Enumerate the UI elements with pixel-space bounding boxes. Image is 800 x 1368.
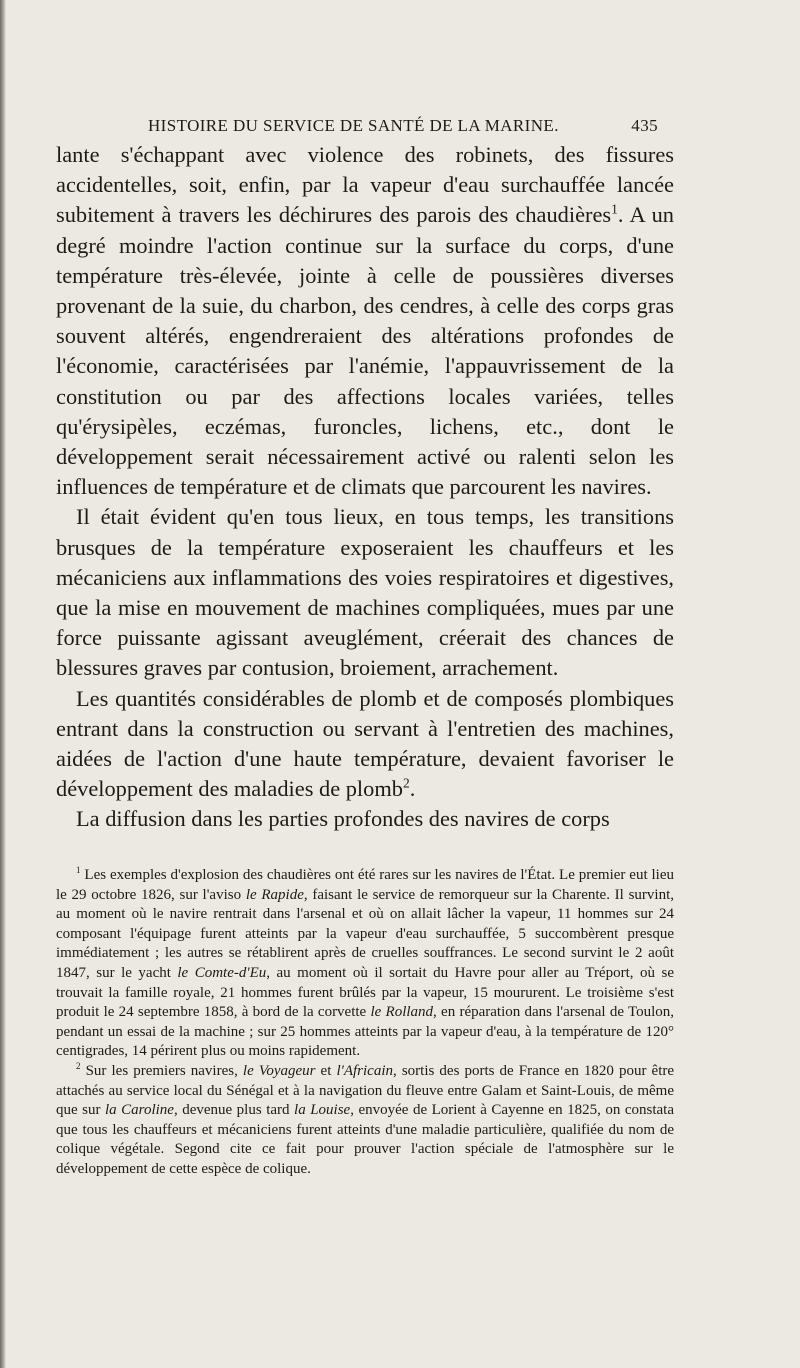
page-number: 435: [631, 116, 658, 135]
footnote-mark-1: 1: [76, 865, 81, 875]
main-text: [56, 140, 674, 835]
ship-name: la Louise: [294, 1102, 351, 1119]
running-title: HISTOIRE DU SERVICE DE SANTÉ DE LA MARINE.: [148, 116, 559, 135]
footnote-ref-1[interactable]: 1: [611, 201, 618, 217]
paragraph-1: lante s'échappant avec violence des robinets, des fissures accidentelles, soit, enfin, par la vapeur d'eau surchauffée lancée subitement à travers les déchirures des parois des chaudières$^1$. A un degré moindre l'action continue sur la surface du corps, d'une température très-élevée, jointe à celle de poussières diverses provenant de la suie, du charbon, des cendres, à celle des corps gras souvent altérés, engendreraient des altérations profondes de l'économie, caractérisées par l'anémie, l'appauvrissement de la constitution ou par des affections locales variées, telles qu'érysipèles, eczémas, furoncles, lichens, etc., dont le développement serait nécessairement activé ou ralenti selon les influences de température et de climats que parcourent les navires.: [56, 142, 674, 500]
page-binding-edge: [0, 0, 6, 1368]
ship-name: le Voyageur: [242, 1062, 316, 1079]
ship-name: le Rolland: [370, 1004, 434, 1021]
footnotes: [56, 866, 674, 1180]
footnote-2: $^2$ Sur les premiers navires, le Voyageur et l'Africain, sortis des ports de France en 1820 pour être attachés au service local du Sénégal et à la navigation du fleuve entre Galam et Saint-Louis, de même que sur la Caroline, devenue plus tard la Louise, envoyée de Lorient à Cayenne en 1825, on constata que tous les chauffeurs et mécaniciens furent atteints d'une maladie particulière, qualifiée du nom de colique végétale. Segond cite ce fait pour prouver l'action spéciale de l'atmosphère sur le développement de cette espèce de colique.: [56, 1060, 675, 1177]
paragraph-4: La diffusion dans les parties profondes des navires de corps: [76, 806, 610, 832]
ship-name: le Comte-d'Eu: [177, 964, 267, 981]
ship-name: le Rapide: [245, 886, 304, 903]
ship-name: l'Africain: [336, 1062, 394, 1079]
footnote-ref-2[interactable]: 2: [402, 775, 410, 791]
ship-name: la Caroline: [105, 1102, 174, 1119]
paragraph-3: Les quantités considérables de plomb et de composés plombiques entrant dans la construction ou servant à l'entretien des machines, aidées de l'action d'une haute température, devaient favoriser le développement des maladies de plomb$^2$.: [56, 685, 674, 802]
paragraph-2: Il était évident qu'en tous lieux, en tous temps, les transitions brusques de la température exposeraient les chauffeurs et les mécaniciens aux inflammations des voies respiratoires et digestives, que la mise en mouvement de machines compliquées, mues par une force puissante agissant aveuglément, créerait des chances de blessures graves par contusion, broiement, arrachement.: [56, 504, 674, 681]
footnote-1: $^1$ Les exemples d'explosion des chaudières ont été rares sur les navires de l'État. Le premier eut lieu le 29 octobre 1826, sur l'aviso le Rapide, faisant le service de remorqueur sur la Charente. Il survint, au moment où le navire rentrait dans l'arsenal et où on allait lâcher la vapeur, 11 hommes sur 24 composant l'équipage furent atteints par la vapeur d'eau surchauffée, 5 succombèrent presque immédiatement ; les autres se rétablirent après de cruelles souffrances. Le second survint le 2 août 1847, sur le yacht le Comte-d'Eu, au moment où il sortait du Havre pour aller au Tréport, où se trouvait la famille royale, 21 hommes furent brûlés par la vapeur, 15 moururent. Le troisième s'est produit le 24 septembre 1858, à bord de la corvette le Rolland, en réparation dans l'arsenal de Toulon, pendant un essai de la machine ; sur 25 hommes atteints par la vapeur d'eau, à la température de 120° centigrades, 14 périrent plus ou moins rapidement.: [56, 865, 675, 1060]
running-header: [148, 116, 658, 138]
footnote-mark-2: 2: [76, 1060, 81, 1071]
